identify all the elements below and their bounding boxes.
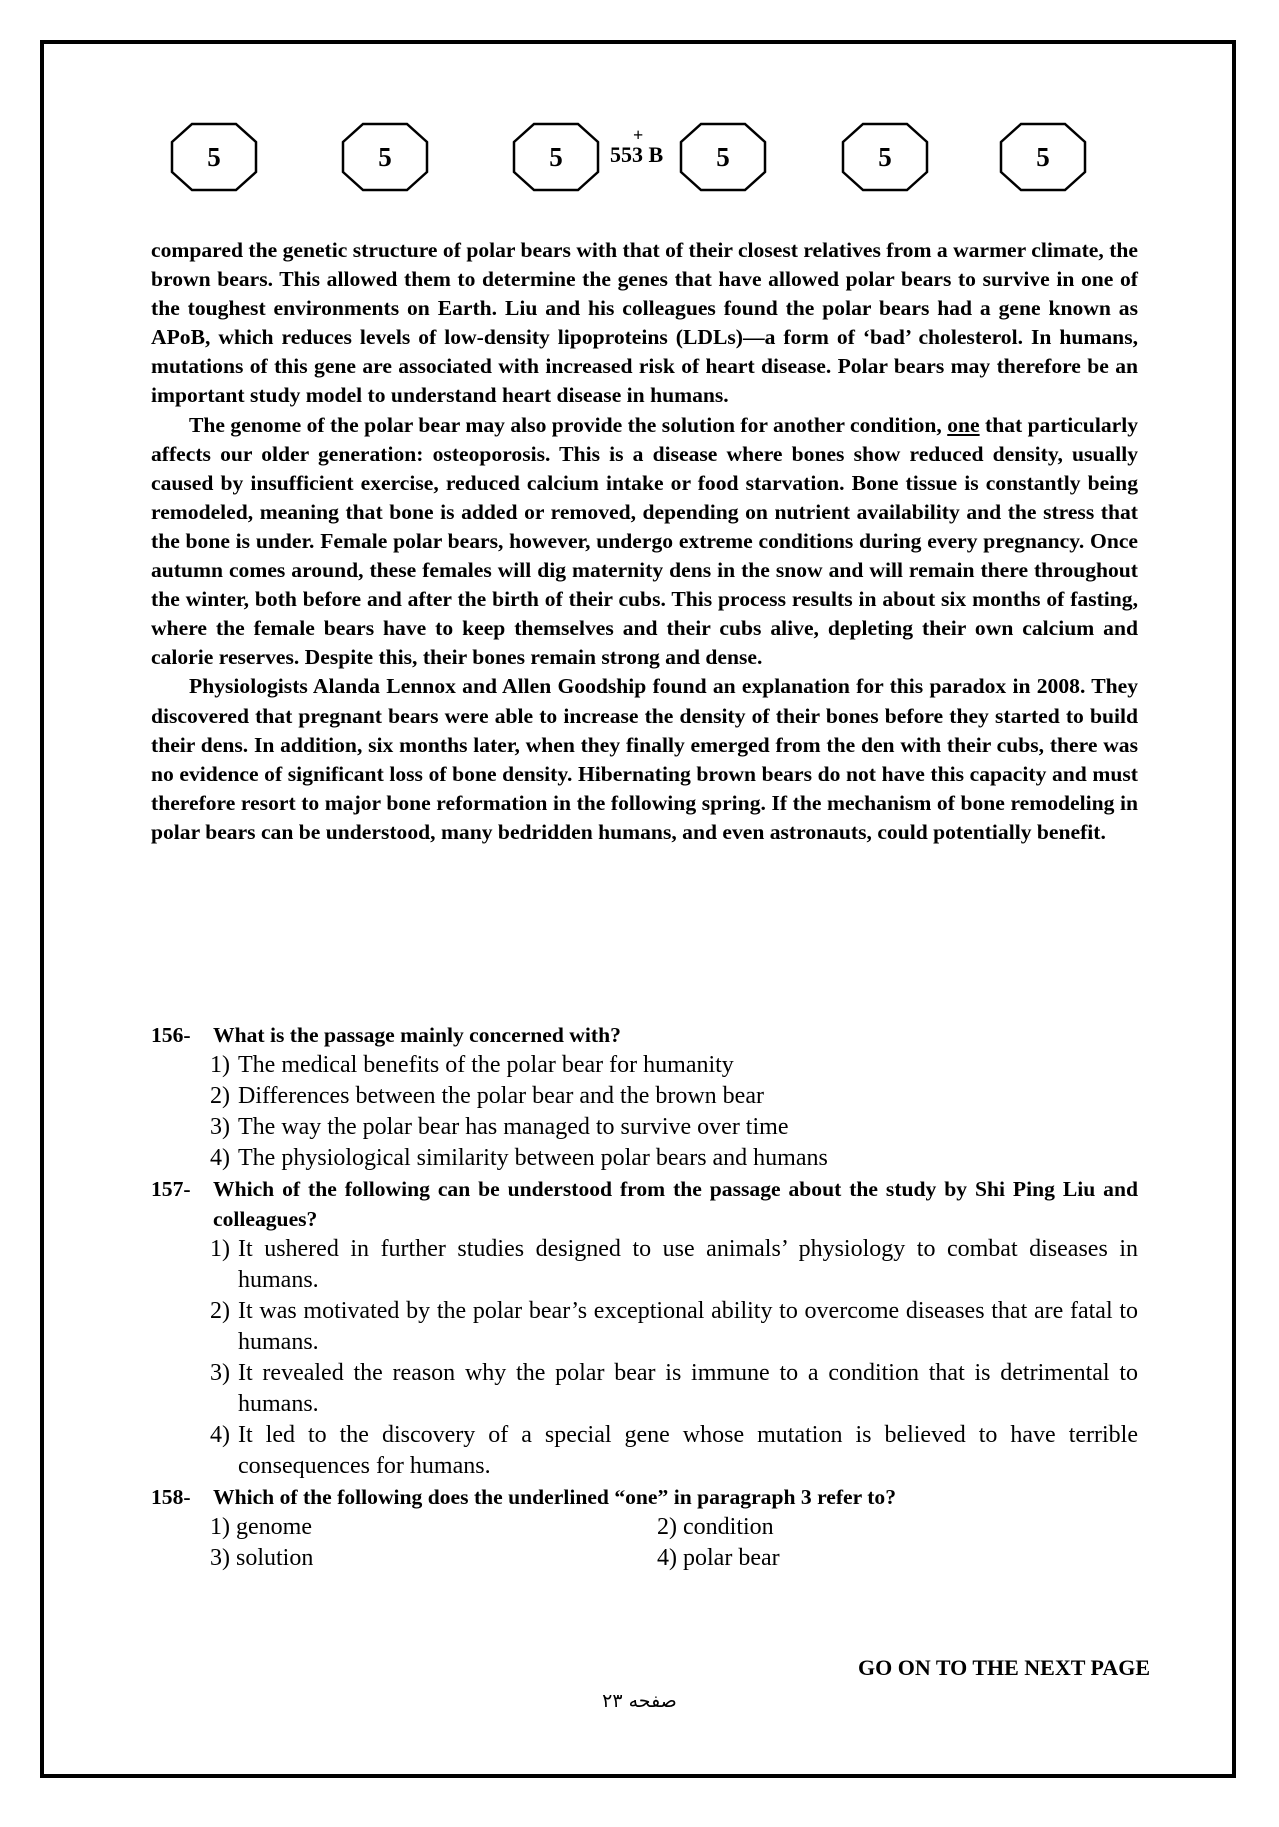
option-number: 4) (210, 1422, 230, 1448)
answer-option[interactable] (210, 1081, 1138, 1112)
question-158 (151, 1482, 1138, 1574)
question-text: Which of the following does the underlined “one” in paragraph 3 refer to? (213, 1485, 897, 1509)
booklet-code-text: 553 B (610, 142, 664, 167)
option-number: 3) (210, 1114, 230, 1140)
badge-number: 5 (207, 142, 221, 172)
answer-option[interactable] (210, 1112, 1138, 1143)
option-text: solution (236, 1545, 314, 1571)
badge-number: 5 (878, 142, 892, 172)
option-number: 1) (210, 1052, 230, 1078)
version-badge (512, 122, 600, 192)
question-stem (151, 1020, 1138, 1050)
version-badge (341, 122, 429, 192)
passage-paragraph (151, 411, 1138, 673)
answer-option[interactable] (210, 1050, 1138, 1081)
question-stem (151, 1482, 1138, 1512)
version-badge (841, 122, 929, 192)
option-text: polar bear (683, 1545, 780, 1571)
question-number: 156- (151, 1023, 191, 1047)
badge-number: 5 (378, 142, 392, 172)
answer-option[interactable] (657, 1512, 1138, 1543)
option-number: 1) (210, 1514, 230, 1540)
option-number: 2) (210, 1083, 230, 1109)
badge-number: 5 (549, 142, 563, 172)
passage-paragraph: Physiologists Alanda Lennox and Allen Goodship found an explanation for this paradox in 2008. They discovered that pregnant bears were able to increase the density of their bones before they started to build their dens. In addition, six months later, when they finally emerged from the den with their cubs, there was no evidence of significant loss of bone density. Hibernating brown bears do not have this capacity and must therefore resort to major bone reformation in the following spring. If the mechanism of bone remodeling in polar bears can be understood, many bedridden humans, and even astronauts, could potentially benefit. (151, 674, 1138, 844)
question-text: What is the passage mainly concerned with? (213, 1023, 621, 1047)
option-text: condition (683, 1514, 774, 1540)
option-number: 3) (210, 1545, 230, 1571)
answer-option[interactable] (210, 1143, 1138, 1174)
option-text: genome (236, 1514, 312, 1540)
question-number: 158- (151, 1485, 191, 1509)
option-number: 4) (657, 1545, 677, 1571)
option-number: 2) (657, 1514, 677, 1540)
option-text: It revealed the reason why the polar bear is immune to a condition that is detrimental to humans. (238, 1360, 1138, 1417)
answer-option[interactable] (657, 1543, 1138, 1574)
option-number: 1) (210, 1236, 230, 1262)
option-grid (210, 1512, 1138, 1574)
badge-number: 5 (716, 142, 730, 172)
answer-option[interactable] (210, 1512, 657, 1543)
passage-paragraph: compared the genetic structure of polar bears with that of their closest relatives from a warmer climate, the brown bears. This allowed them to determine the genes that have allowed polar bears to survive in one of the toughest environments on Earth. Liu and his colleagues found the polar bears had a gene known as APoB, which reduces levels of low-density lipoproteins (LDLs)—a form of ‘bad’ cholesterol. In humans, mutations of this gene are associated with increased risk of heart disease. Polar bears may therefore be an important study model to understand heart disease in humans. (151, 238, 1138, 408)
answer-key-header (0, 0, 1279, 220)
answer-option[interactable] (210, 1420, 1138, 1482)
option-text: The physiological similarity between polar bears and humans (238, 1145, 828, 1171)
question-list (151, 1020, 1138, 1574)
option-number: 3) (210, 1360, 230, 1386)
option-text: The way the polar bear has managed to survive over time (238, 1114, 789, 1140)
question-number: 157- (151, 1177, 191, 1201)
answer-option[interactable] (210, 1296, 1138, 1358)
paragraph-text: The genome of the polar bear may also provide the solution for another condition, (189, 412, 948, 437)
answer-option[interactable] (210, 1358, 1138, 1420)
option-text: Differences between the polar bear and the brown bear (238, 1083, 764, 1109)
question-156 (151, 1020, 1138, 1174)
badge-number: 5 (1036, 142, 1050, 172)
version-badge (679, 122, 767, 192)
option-number: 2) (210, 1298, 230, 1324)
version-badge (999, 122, 1087, 192)
option-number: 4) (210, 1145, 230, 1171)
question-157 (151, 1174, 1138, 1482)
underlined-word: one (947, 412, 980, 437)
next-page-notice: GO ON TO THE NEXT PAGE (858, 1655, 1150, 1680)
question-text: Which of the following can be understood from the passage about the study by Shi Ping Liu and colleagues? (213, 1177, 1138, 1231)
answer-option[interactable] (210, 1234, 1138, 1296)
option-text: It led to the discovery of a special gene whose mutation is believed to have terrible consequences for humans. (238, 1422, 1138, 1479)
answer-option[interactable] (210, 1543, 657, 1574)
paragraph-text: that particularly affects our older generation: osteoporosis. This is a disease where bones show reduced density, usually caused by insufficient exercise, reduced calcium intake or food starvation. Bone tissue is constantly being remodeled, meaning that bone is added or removed, depending on nutrient availability and the stress that the bone is under. Female polar bears, however, undergo extreme conditions during every pregnancy. Once autumn comes around, these females will dig maternity dens in the snow and will remain there throughout the winter, both before and after the birth of their cubs. This process results in about six months of fasting, where the female bears have to keep themselves and their cubs alive, depleting their own calcium and calorie reserves. Despite this, their bones remain strong and dense. (151, 412, 1138, 670)
option-text: It ushered in further studies designed to use animals’ physiology to combat diseases in humans. (238, 1236, 1138, 1293)
version-badge (170, 122, 258, 192)
option-text: The medical benefits of the polar bear for humanity (238, 1052, 734, 1078)
question-stem (151, 1174, 1138, 1234)
reading-passage (151, 236, 1138, 847)
code-mark: + (633, 125, 644, 145)
page-number: صفحه ۲۳ (602, 1690, 677, 1712)
booklet-code (610, 125, 664, 168)
option-text: It was motivated by the polar bear’s exceptional ability to overcome diseases that are fatal to humans. (238, 1298, 1138, 1355)
